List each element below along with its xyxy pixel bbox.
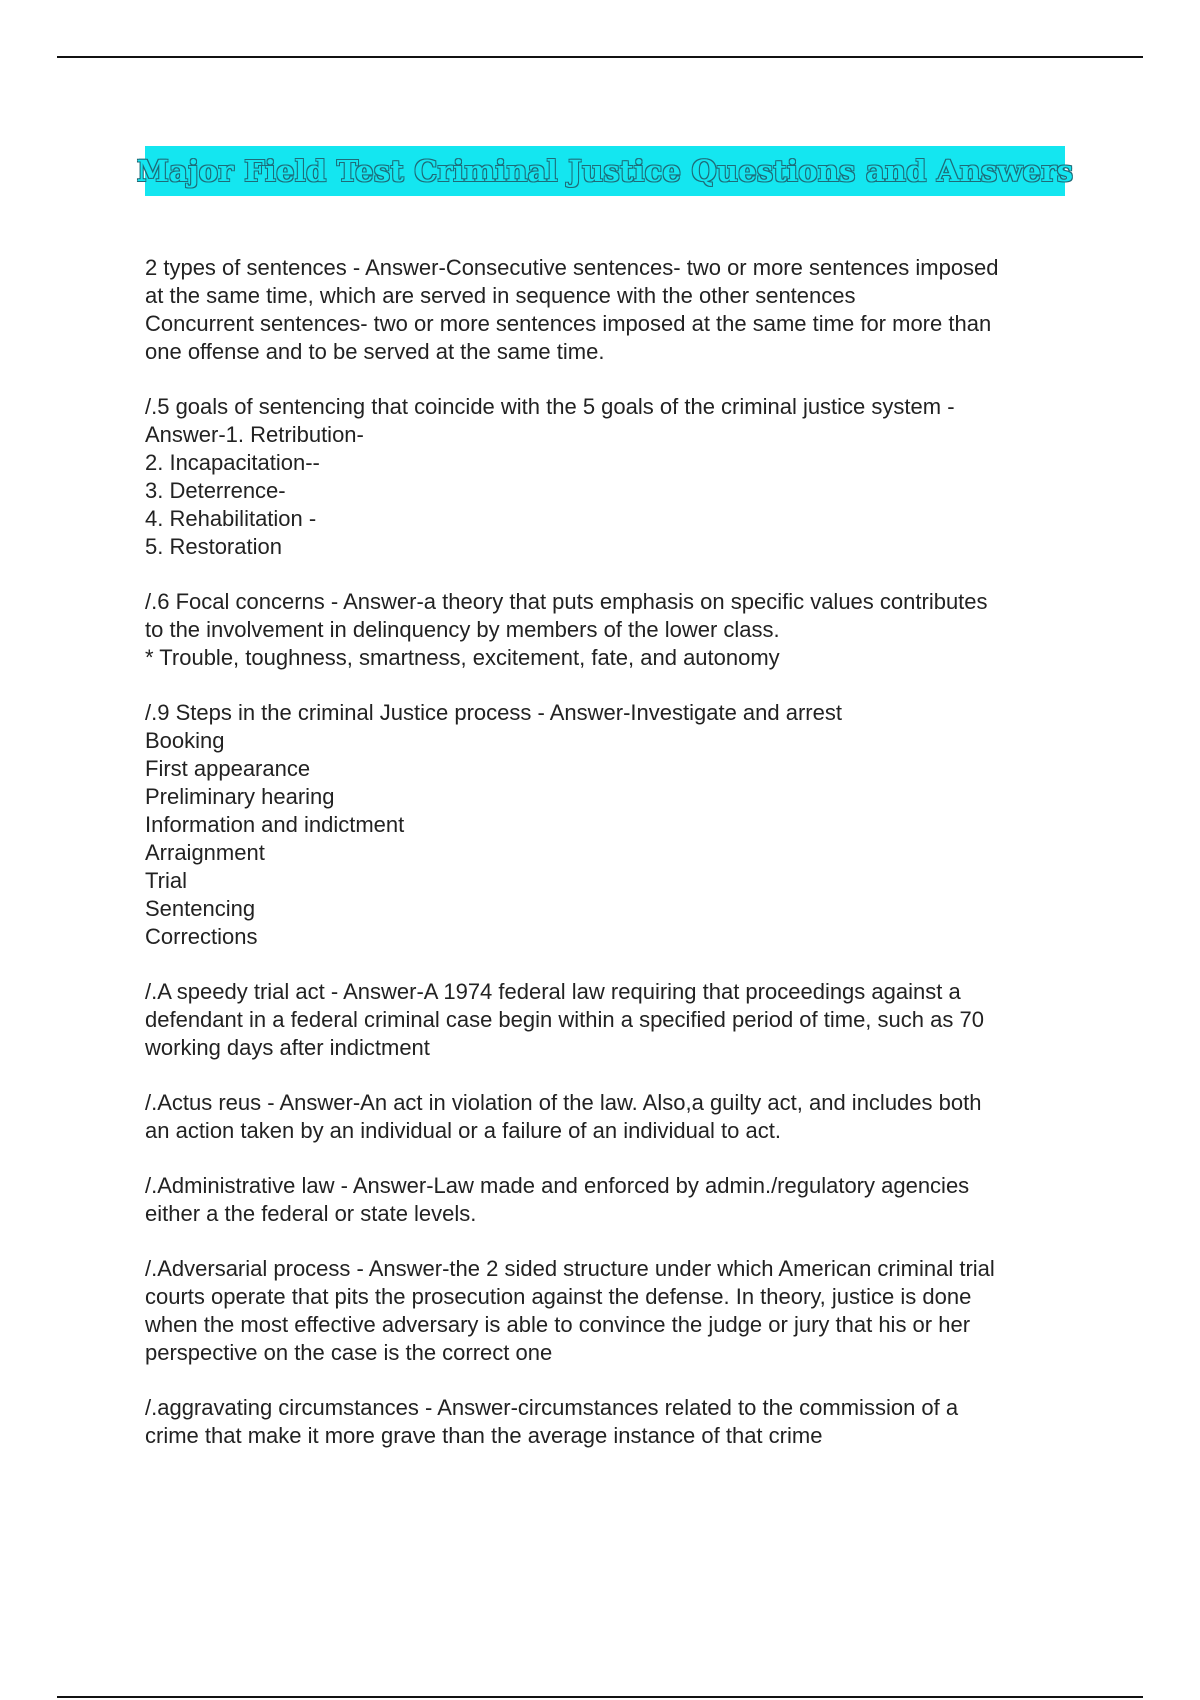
- qa-line: 3. Deterrence-: [145, 478, 286, 503]
- qa-line: 2. Incapacitation--: [145, 450, 320, 475]
- qa-line: First appearance: [145, 756, 311, 781]
- qa-entry: [145, 1394, 1105, 1450]
- qa-entry: [145, 1255, 1105, 1367]
- qa-line: /.6 Focal concerns - Answer-a theory that puts emphasis on specific values contributes: [145, 589, 988, 614]
- qa-line: Answer-1. Retribution-: [145, 422, 364, 447]
- qa-line: Concurrent sentences- two or more sentences imposed at the same time for more than: [145, 311, 992, 336]
- qa-line: to the involvement in delinquency by members of the lower class.: [145, 617, 780, 642]
- qa-line: Corrections: [145, 924, 258, 949]
- qa-line: /.9 Steps in the criminal Justice process - Answer-Investigate and arrest: [145, 700, 842, 725]
- qa-line: either a the federal or state levels.: [145, 1201, 477, 1226]
- qa-line: /.5 goals of sentencing that coincide with the 5 goals of the criminal justice system -: [145, 394, 955, 419]
- qa-line: when the most effective adversary is able to convince the judge or jury that his or her: [145, 1312, 971, 1337]
- qa-line: Information and indictment: [145, 812, 405, 837]
- bottom-rule: [57, 1696, 1143, 1698]
- qa-line: working days after indictment: [145, 1035, 430, 1060]
- qa-list: [145, 254, 1105, 1477]
- qa-line: /.Adversarial process - Answer-the 2 sided structure under which American criminal trial: [145, 1256, 995, 1281]
- qa-line: defendant in a federal criminal case begin within a specified period of time, such as 70: [145, 1007, 984, 1032]
- title-banner: [136, 146, 1074, 196]
- qa-entry: [145, 978, 1105, 1062]
- top-rule: [57, 56, 1143, 58]
- page-title: Major Field Test Criminal Justice Questions and Answers: [136, 154, 1074, 188]
- qa-entry: [145, 699, 1105, 951]
- qa-line: /.Administrative law - Answer-Law made and enforced by admin./regulatory agencies: [145, 1173, 970, 1198]
- qa-line: at the same time, which are served in sequence with the other sentences: [145, 283, 856, 308]
- qa-line: 2 types of sentences - Answer-Consecutive sentences- two or more sentences imposed: [145, 255, 999, 280]
- qa-line: /.aggravating circumstances - Answer-circumstances related to the commission of a: [145, 1395, 959, 1420]
- qa-line: Arraignment: [145, 840, 265, 865]
- qa-line: 5. Restoration: [145, 534, 282, 559]
- qa-entry: [145, 1089, 1105, 1145]
- qa-line: /.A speedy trial act - Answer-A 1974 federal law requiring that proceedings against a: [145, 979, 961, 1004]
- qa-line: Sentencing: [145, 896, 256, 921]
- qa-line: * Trouble, toughness, smartness, excitement, fate, and autonomy: [145, 645, 780, 670]
- qa-line: crime that make it more grave than the average instance of that crime: [145, 1423, 823, 1448]
- qa-entry: [145, 588, 1105, 672]
- qa-line: Booking: [145, 728, 225, 753]
- qa-line: an action taken by an individual or a failure of an individual to act.: [145, 1118, 781, 1143]
- qa-line: 4. Rehabilitation -: [145, 506, 317, 531]
- qa-line: Preliminary hearing: [145, 784, 335, 809]
- qa-line: one offense and to be served at the same time.: [145, 339, 605, 364]
- qa-line: courts operate that pits the prosecution against the defense. In theory, justice is done: [145, 1284, 972, 1309]
- qa-line: perspective on the case is the correct one: [145, 1340, 553, 1365]
- qa-entry: [145, 254, 1105, 366]
- qa-entry: [145, 393, 1105, 561]
- qa-entry: [145, 1172, 1105, 1228]
- qa-line: /.Actus reus - Answer-An act in violation of the law. Also,a guilty act, and includes both: [145, 1090, 982, 1115]
- qa-line: Trial: [145, 868, 187, 893]
